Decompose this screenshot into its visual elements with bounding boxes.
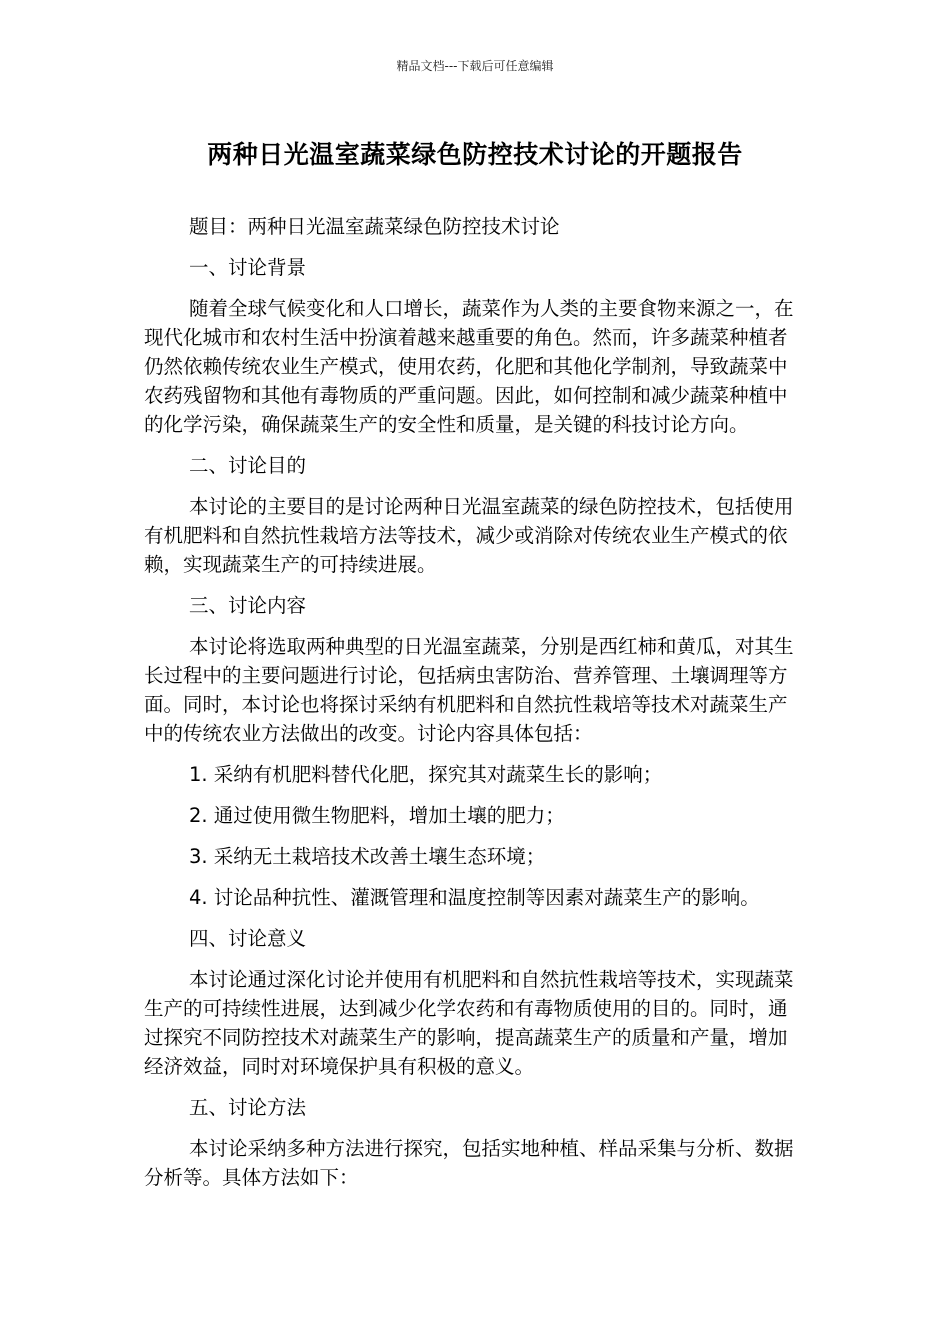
body-paragraph: 本讨论通过深化讨论并使用有机肥料和自然抗性栽培等技术，实现蔬菜生产的可持续性进展，达到减少化学农药和有毒物质使用的目的。同时，通过探究不同防控技术对蔬菜生产的影响，提高蔬菜生产的质量和产量，增加经济效益，同时对环境保护具有积极的意义。	[144, 968, 794, 1078]
topic-line: 题目：两种日光温室蔬菜绿色防控技术讨论	[189, 215, 560, 238]
list-item: 4. 讨论品种抗性、灌溉管理和温度控制等因素对蔬菜生产的影响。	[189, 886, 760, 909]
document-body	[144, 212, 804, 1204]
section-heading: 五、讨论方法	[189, 1096, 307, 1119]
body-paragraph: 本讨论采纳多种方法进行探究，包括实地种植、样品采集与分析、数据分析等。具体方法如下：	[144, 1137, 794, 1189]
section-heading: 三、讨论内容	[189, 594, 307, 617]
section-heading: 四、讨论意义	[189, 927, 307, 950]
section-heading: 一、讨论背景	[189, 256, 307, 279]
list-item: 2. 通过使用微生物肥料，增加土壤的肥力；	[189, 804, 565, 827]
body-paragraph: 本讨论的主要目的是讨论两种日光温室蔬菜的绿色防控技术，包括使用有机肥料和自然抗性栽培方法等技术，减少或消除对传统农业生产模式的依赖，实现蔬菜生产的可持续进展。	[144, 495, 794, 576]
list-item: 3. 采纳无土栽培技术改善土壤生态环境；	[189, 845, 546, 868]
body-paragraph: 随着全球气候变化和人口增长，蔬菜作为人类的主要食物来源之一，在现代化城市和农村生活中扮演着越来越重要的角色。然而，许多蔬菜种植者仍然依赖传统农业生产模式，使用农药，化肥和其他化学制剂，导致蔬菜中农药残留物和其他有毒物质的严重问题。因此，如何控制和减少蔬菜种植中的化学污染，确保蔬菜生产的安全性和质量，是关键的科技讨论方向。	[144, 297, 794, 436]
section-heading: 二、讨论目的	[189, 454, 307, 477]
document-title: 两种日光温室蔬菜绿色防控技术讨论的开题报告	[207, 140, 743, 169]
body-paragraph: 本讨论将选取两种典型的日光温室蔬菜，分别是西红柿和黄瓜，对其生长过程中的主要问题进行讨论，包括病虫害防治、营养管理、土壤调理等方面。同时，本讨论也将探讨采纳有机肥料和自然抗性栽培等技术对蔬菜生产中的传统农业方法做出的改变。讨论内容具体包括：	[144, 635, 794, 745]
page-header: 精品文档---下载后可任意编辑	[396, 59, 554, 73]
list-item: 1. 采纳有机肥料替代化肥，探究其对蔬菜生长的影响；	[189, 763, 663, 786]
